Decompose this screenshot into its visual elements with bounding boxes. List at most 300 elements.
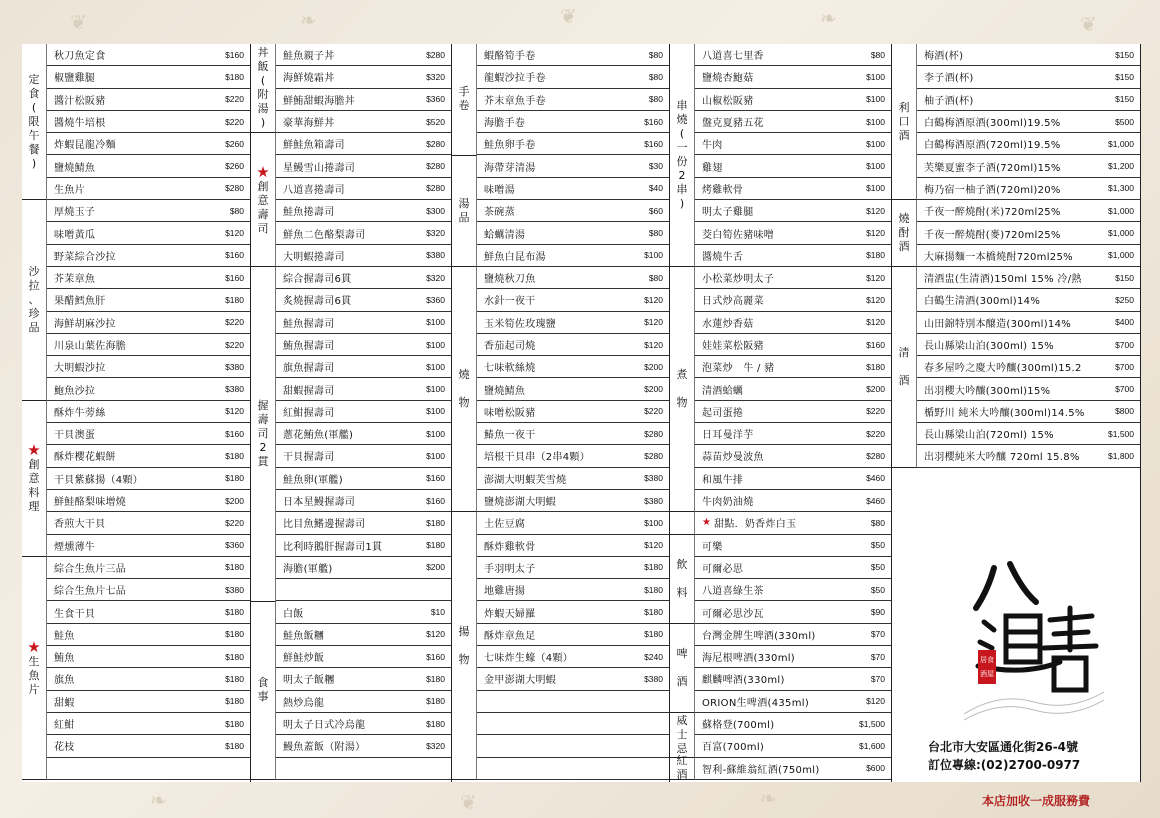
item-name: 白鶴梅酒原酒(300ml)19.5% (924, 118, 1061, 130)
menu-item (276, 312, 451, 334)
item-name: 大明蝦沙拉 (54, 363, 106, 375)
item-price: $160 (225, 272, 244, 283)
category-char: 物 (458, 396, 470, 410)
item-name: 台灣金牌生啤酒(330ml) (702, 630, 816, 642)
item-name: 長山縣梁山泊(300ml) 15% (924, 341, 1054, 352)
item-price: $120 (866, 696, 885, 707)
category-char: 定 (28, 72, 40, 86)
category-label (670, 512, 695, 534)
menu-item (695, 401, 891, 423)
item-price: $180 (426, 696, 445, 707)
category-char: 創 (28, 458, 40, 472)
menu-item (917, 66, 1140, 88)
menu-item (276, 401, 451, 423)
item-name: 熱炒烏龍 (283, 697, 325, 709)
category-char: 片 (28, 682, 40, 696)
item-name: 山田錦特別本醸造(300ml)14% (924, 318, 1072, 330)
menu-item (47, 245, 250, 267)
item-price: $220 (225, 317, 244, 328)
item-name: 香茄起司燒 (484, 341, 536, 352)
menu-item (276, 222, 451, 244)
menu-item (276, 557, 451, 579)
menu-item (47, 468, 250, 490)
menu-item (477, 245, 669, 267)
category-char: 丼 (257, 46, 269, 60)
menu-item (917, 111, 1140, 133)
category-char: ( (260, 74, 266, 88)
menu-item (276, 133, 451, 155)
menu-item (276, 44, 451, 66)
item-name: 海膽手卷 (484, 118, 526, 130)
menu-item (477, 401, 669, 423)
item-name: 芥末章魚手卷 (484, 95, 546, 107)
item-price: $120 (866, 228, 885, 239)
category-char: 品 (28, 320, 40, 334)
menu-item (276, 334, 451, 356)
item-name: ORION生啤酒(435ml) (702, 697, 810, 709)
menu-item (276, 579, 451, 601)
item-name: 味噌黃瓜 (54, 229, 96, 241)
category-char: 事 (257, 690, 269, 704)
item-name: 娃娃菜松阪豬 (702, 341, 764, 352)
item-price: $120 (644, 294, 663, 305)
category-char: 食 (257, 676, 269, 690)
category-char: 紅 (676, 754, 688, 768)
menu-item (47, 89, 250, 111)
menu-item (47, 512, 250, 534)
category-label (670, 535, 695, 624)
item-price: $120 (866, 272, 885, 283)
item-name: 梅乃宿一柚子酒(720ml)20% (924, 184, 1061, 196)
menu-item (276, 111, 451, 133)
item-name: 鰻魚蓋飯（附湯） (283, 742, 366, 754)
menu-item (695, 557, 891, 579)
menu-item (47, 691, 250, 713)
menu-item (695, 758, 891, 780)
item-name: 七味炸生蠔（4顆） (484, 653, 574, 665)
menu-column-2 (251, 44, 452, 782)
menu-item (47, 267, 250, 289)
item-price: $500 (1115, 116, 1134, 127)
item-name: 芙樂夏蜜李子酒(720ml)15% (924, 162, 1061, 174)
category-char: 2 (678, 169, 686, 182)
item-price: $40 (648, 183, 663, 194)
item-name: 醬汁松阪豬 (54, 95, 106, 107)
menu-item (695, 111, 891, 133)
category-char: 口 (898, 114, 910, 128)
address-line: 台北市大安區通化街26-4號 (928, 740, 1079, 754)
menu-item (47, 334, 250, 356)
item-price: $120 (644, 317, 663, 328)
menu-item (477, 445, 669, 467)
menu-item (47, 713, 250, 735)
category-char: ) (679, 197, 685, 210)
item-price: $90 (870, 607, 885, 618)
item-name: 海鮮燒霜丼 (283, 73, 335, 85)
menu-item (276, 758, 451, 780)
item-price: $700 (1115, 361, 1134, 372)
category-label (892, 267, 917, 468)
item-name: 可爾必思沙瓦 (702, 608, 764, 620)
item-price: $280 (426, 138, 445, 149)
item-price: $320 (426, 228, 445, 239)
menu-item (276, 267, 451, 289)
menu-item (47, 646, 250, 668)
item-price: $260 (225, 161, 244, 172)
menu-item (917, 245, 1140, 267)
menu-item (695, 601, 891, 623)
category-char: 料 (28, 486, 40, 500)
item-name: 果醋鱈魚肝 (54, 296, 106, 308)
menu-item (917, 378, 1140, 400)
item-name: 李子酒(杯) (924, 73, 974, 85)
item-price: $180 (225, 294, 244, 305)
item-name: 綜合生魚片七品 (54, 586, 127, 598)
menu-item (917, 289, 1140, 311)
item-name: 智利-蘇維翁紅酒(750ml) (702, 764, 820, 776)
category-char: 壽 (257, 412, 269, 426)
item-name: 鹽燒杏鮑菇 (702, 73, 754, 85)
category-char: 啤 (676, 646, 688, 660)
item-name: 海鮮胡麻沙拉 (54, 318, 116, 330)
star-icon: ★ (27, 441, 41, 460)
item-price: $180 (225, 607, 244, 618)
category-char: 握 (257, 398, 269, 412)
item-price: $180 (225, 473, 244, 484)
menu-item (477, 713, 669, 735)
item-price: $1,000 (1108, 138, 1134, 149)
item-price: $180 (644, 629, 663, 640)
item-name: 金甲澎湖大明蝦 (484, 675, 557, 687)
item-name: 鮭魚卵(軍艦) (283, 474, 343, 486)
item-name: 梅酒(杯) (924, 51, 964, 63)
menu-item (276, 601, 451, 623)
item-name: 煙燻薄牛 (54, 541, 96, 553)
item-name: 明太子雞腿 (702, 207, 754, 219)
menu-item (47, 155, 250, 177)
item-name: 八道喜捲壽司 (283, 184, 345, 196)
item-price: $80 (870, 49, 885, 60)
item-price: $460 (866, 473, 885, 484)
item-price: $120 (866, 317, 885, 328)
menu-item (917, 178, 1140, 200)
menu-item (477, 624, 669, 646)
menu-item (276, 378, 451, 400)
item-name: 野菜綜合沙拉 (54, 251, 116, 263)
menu-item (276, 646, 451, 668)
menu-item (47, 289, 250, 311)
item-price: $380 (225, 361, 244, 372)
menu-item (695, 44, 891, 66)
category-char: 創 (257, 179, 269, 193)
item-name: 七味軟絲燒 (484, 363, 536, 375)
item-price: $380 (644, 473, 663, 484)
item-name: 鮭魚卵手卷 (484, 140, 536, 152)
menu-item (47, 178, 250, 200)
menu-item (695, 312, 891, 334)
item-price: $180 (866, 250, 885, 261)
item-price: $1,500 (859, 718, 885, 729)
item-price: $160 (426, 495, 445, 506)
item-price: $360 (426, 94, 445, 105)
menu-item (276, 423, 451, 445)
item-price: $100 (644, 250, 663, 261)
item-price: $180 (426, 540, 445, 551)
menu-item (917, 155, 1140, 177)
category-char: 食 (28, 86, 40, 100)
item-price: $220 (644, 406, 663, 417)
item-name: 厚燒玉子 (54, 207, 96, 219)
item-price: $10 (430, 607, 445, 618)
category-label (452, 267, 477, 512)
item-name: 炸蝦昆龍冷麵 (54, 140, 116, 152)
menu-item (695, 89, 891, 111)
menu-item (276, 66, 451, 88)
category-char: 燒 (676, 113, 688, 126)
item-name: 鹽燒澎湖大明蝦 (484, 497, 557, 509)
item-name: 綜合生魚片三品 (54, 563, 127, 575)
menu-item (477, 267, 669, 289)
item-price: $360 (225, 540, 244, 551)
item-name: 鮮魚白昆布湯 (484, 251, 546, 263)
menu-item (477, 579, 669, 601)
menu-item (477, 378, 669, 400)
item-price: $100 (866, 71, 885, 82)
item-name: 茭白筍佐豬味噌 (702, 229, 775, 241)
menu-item (47, 579, 250, 601)
item-name: 香煎大干貝 (54, 519, 106, 531)
item-name: 炸蝦天婦羅 (484, 608, 536, 620)
item-name: 海膽(軍艦) (283, 563, 333, 575)
menu-item (695, 378, 891, 400)
item-price: $120 (225, 228, 244, 239)
menu-item (47, 445, 250, 467)
category-char: 串 (676, 99, 688, 112)
item-price: $180 (866, 361, 885, 372)
menu-item (477, 66, 669, 88)
item-name: 鮭魚飯糰 (283, 630, 325, 642)
item-name: 鮮鮭魚箱壽司 (283, 140, 345, 152)
item-name: 鹽燒鯖魚 (54, 162, 96, 174)
item-name: 水針一夜干 (484, 296, 536, 308)
item-name: 甜蝦 (54, 697, 75, 709)
item-price: $180 (644, 562, 663, 573)
category-label (892, 200, 917, 267)
category-char: 利 (898, 100, 910, 114)
item-price: $1,500 (1108, 428, 1134, 439)
category-char: 串 (676, 183, 688, 196)
item-name: 鮮鮪甜蝦海膽丼 (283, 95, 356, 107)
category-label (670, 624, 695, 713)
category-label (251, 133, 276, 267)
menu-item (477, 356, 669, 378)
menu-item (477, 490, 669, 512)
item-name: 山椒松阪豬 (702, 95, 754, 107)
menu-item (47, 222, 250, 244)
item-price: $120 (866, 205, 885, 216)
item-price: $300 (426, 205, 445, 216)
category-char: 酒 (676, 768, 688, 782)
item-name: 雞翅 (702, 162, 723, 174)
item-price: $380 (225, 384, 244, 395)
item-name: 千夜一醉燒酎(麥)720ml25% (924, 229, 1061, 241)
item-price: $800 (1115, 406, 1134, 417)
item-name: 和風牛排 (702, 474, 744, 486)
category-char: ) (31, 156, 37, 170)
item-price: $280 (644, 450, 663, 461)
item-name: 麒麟啤酒(330ml) (702, 675, 785, 687)
item-price: $160 (225, 49, 244, 60)
menu-item (47, 535, 250, 557)
item-name: 明太子飯糰 (283, 675, 335, 687)
menu-item (695, 490, 891, 512)
item-name: 酥炸櫻花蝦餅 (54, 452, 116, 464)
item-name: 鮪魚握壽司 (283, 341, 335, 352)
menu-column-3 (452, 44, 670, 782)
item-name: 干貝握壽司 (283, 452, 335, 464)
item-price: $100 (426, 428, 445, 439)
item-name: 鹽燒鯖魚 (484, 385, 526, 397)
item-price: $220 (866, 428, 885, 439)
menu-item (477, 334, 669, 356)
menu-item (917, 89, 1140, 111)
svg-text:酒屋: 酒屋 (980, 670, 994, 678)
item-price: $100 (426, 450, 445, 461)
item-name: 海帶芽清湯 (484, 162, 536, 174)
menu-item (917, 200, 1140, 222)
item-price: $150 (1115, 272, 1134, 283)
item-name: 明太子日式冷烏龍 (283, 720, 366, 732)
menu-item (47, 66, 250, 88)
item-name: 泡菜炒 牛 / 豬 (702, 363, 775, 375)
item-price: $100 (426, 406, 445, 417)
item-name: 清酒蛤蠣 (702, 385, 744, 397)
item-price: $200 (866, 384, 885, 395)
category-char: 、 (28, 292, 40, 306)
category-char: 士 (676, 727, 688, 741)
menu-item (695, 245, 891, 267)
item-name: 清酒盅(生清酒)150ml 15% 冷/熱 (924, 274, 1082, 286)
category-char: 威 (676, 713, 688, 727)
menu-item (695, 713, 891, 735)
menu-item (276, 490, 451, 512)
item-name: 白鶴梅酒原酒(720ml)19.5% (924, 140, 1061, 152)
item-price: $520 (426, 116, 445, 127)
item-name: 酥炸牛蒡絲 (54, 407, 106, 419)
category-char: 意 (257, 193, 269, 207)
menu-item (477, 312, 669, 334)
item-name: 醬燒牛培根 (54, 118, 106, 130)
menu-item (917, 222, 1140, 244)
category-label (22, 200, 47, 401)
category-char: 酒 (898, 128, 910, 142)
category-char: 手 (458, 85, 470, 99)
menu-item (695, 423, 891, 445)
item-name: 茶碗蒸 (484, 207, 515, 219)
item-name: 柚子酒(杯) (924, 95, 974, 107)
star-icon: ★ (27, 637, 41, 656)
item-price: $80 (648, 71, 663, 82)
item-name: 酥炸章魚足 (484, 630, 536, 642)
item-price: $1,800 (1108, 450, 1134, 461)
item-price: $180 (225, 71, 244, 82)
item-price: $160 (426, 651, 445, 662)
category-char: 餐 (28, 142, 40, 156)
category-char: 酒 (898, 373, 910, 387)
menu-item (695, 579, 891, 601)
item-price: $180 (225, 450, 244, 461)
item-price: $220 (225, 116, 244, 127)
menu-item (276, 89, 451, 111)
item-name: 春多屋吟之慶大吟釀(300ml)15.2 (924, 363, 1082, 375)
item-name: 千夜一醉燒酎(米)720ml25% (924, 207, 1061, 219)
item-name: 蛤蠣清湯 (484, 229, 526, 241)
menu-item (695, 445, 891, 467)
menu-item (695, 200, 891, 222)
item-name: 可爾必思 (702, 563, 744, 575)
item-price: $160 (225, 250, 244, 261)
category-char: 一 (676, 141, 688, 154)
item-name: 長山縣梁山泊(720ml) 15% (924, 430, 1054, 442)
item-price: $380 (426, 250, 445, 261)
menu-item (695, 66, 891, 88)
item-price: $240 (644, 651, 663, 662)
item-price: $700 (1115, 339, 1134, 350)
item-name: 培根干貝串（2串4顆） (484, 452, 591, 464)
item-price: $600 (866, 763, 885, 774)
category-label (670, 44, 695, 267)
category-label (251, 602, 276, 780)
item-price: $1,000 (1108, 205, 1134, 216)
menu-item (47, 200, 250, 222)
menu-item (276, 178, 451, 200)
category-char: 午 (28, 128, 40, 142)
item-name: 鮭魚親子丼 (283, 51, 335, 63)
item-name: 八道喜綠生茶 (702, 586, 764, 598)
menu-item (276, 735, 451, 757)
item-price: $250 (1115, 294, 1134, 305)
item-name: 蔥花鮪魚(軍艦) (283, 430, 354, 442)
category-char: 酒 (898, 240, 910, 254)
category-label (452, 512, 477, 780)
category-label (452, 156, 477, 268)
category-label (670, 267, 695, 512)
menu-item (276, 200, 451, 222)
item-name: 鮭魚握壽司 (283, 318, 335, 330)
item-price: $180 (225, 629, 244, 640)
menu-item (695, 512, 891, 534)
item-name: 蘇格登(700ml) (702, 720, 775, 732)
item-price: $180 (426, 718, 445, 729)
item-price: $200 (644, 384, 663, 395)
category-char: ( (31, 100, 37, 114)
item-price: $320 (426, 71, 445, 82)
item-name: 大明蝦捲壽司 (283, 251, 345, 263)
item-price: $380 (225, 584, 244, 595)
menu-item (917, 133, 1140, 155)
menu-item (477, 155, 669, 177)
item-name: 八道喜七里香 (702, 51, 764, 63)
category-char: 司 (257, 221, 269, 235)
item-price: $50 (870, 584, 885, 595)
category-label (670, 754, 695, 782)
item-price: $80 (648, 272, 663, 283)
item-price: $220 (225, 517, 244, 528)
item-name: 鮭魚 (54, 630, 75, 642)
item-name: 百富(700ml) (702, 742, 765, 754)
item-price: $320 (426, 272, 445, 283)
category-char: 飲 (676, 557, 688, 571)
